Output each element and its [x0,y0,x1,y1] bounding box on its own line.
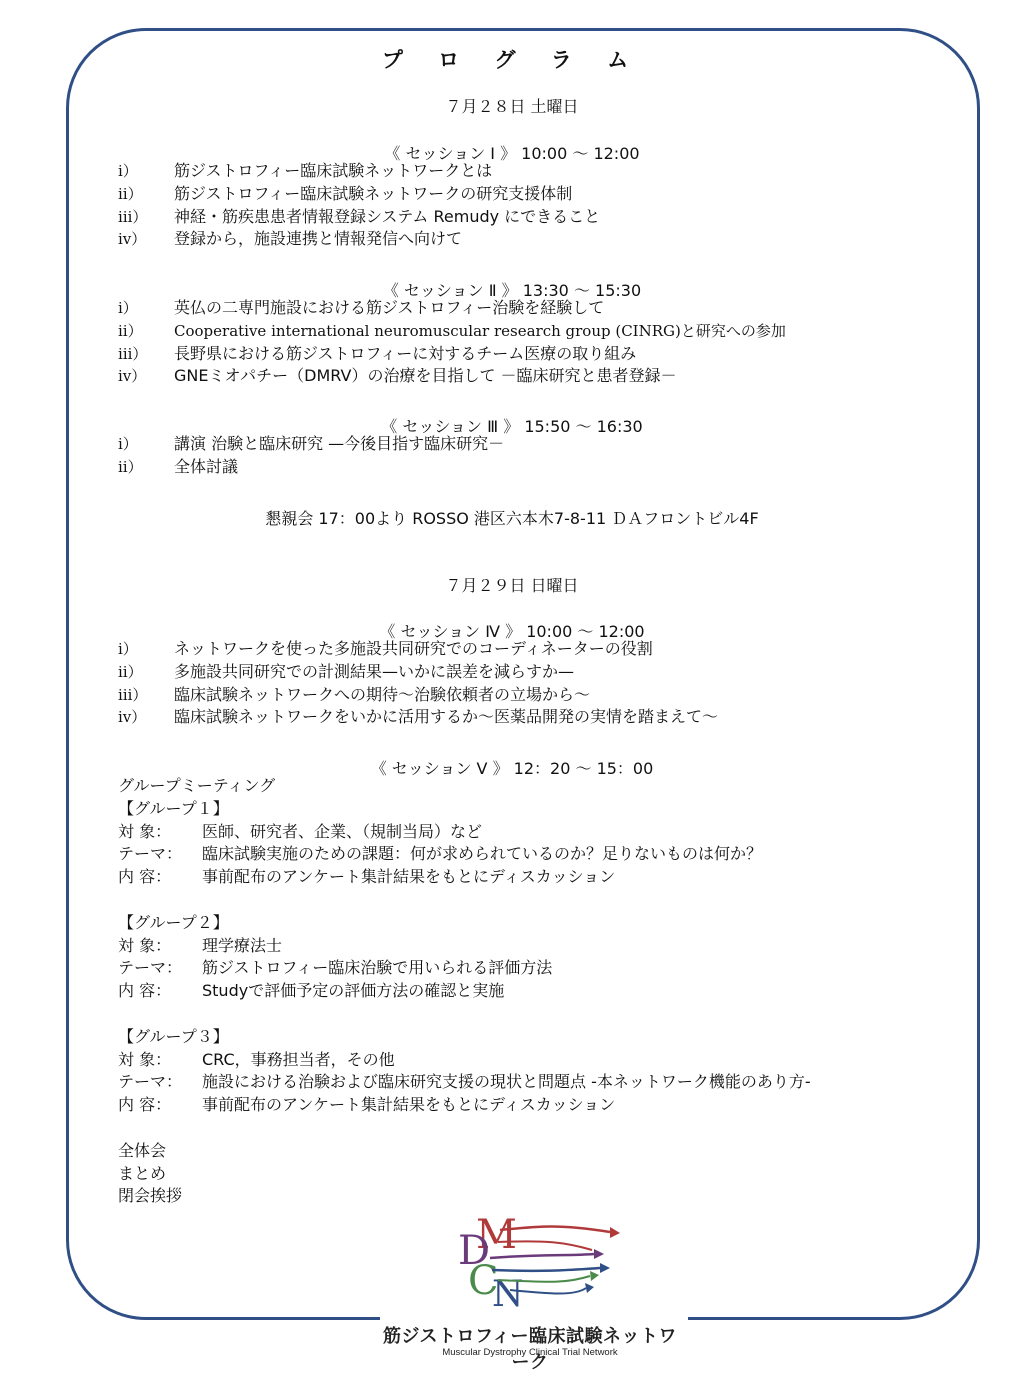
list-text: 筋ジストロフィー臨床試験ネットワークの研究支援体制 [174,183,573,203]
day1-date: ７月２８日 土曜日 [445,97,579,116]
svg-text:M: M [476,1212,517,1258]
list-marker: ⅰ） [118,640,138,658]
svg-text:C: C [468,1258,499,1304]
list-item [118,206,600,229]
row-value: Studyで評価予定の評価方法の確認と実施 [202,981,505,1001]
row-key: 内 容： [118,981,172,1001]
row-value: 医師、研究者、企業、（規制当局）など [202,821,483,841]
mdctn-emblem-icon [380,1206,680,1322]
spacer [118,1003,918,1026]
list-text: 講演 治験と臨床研究 —今後目指す臨床研究－ [174,434,505,453]
group-2-target [118,935,918,958]
row-value: 筋ジストロフィー臨床治験で用いられる評価方法 [202,958,553,978]
session-5-body [118,775,918,1208]
session-4-header: 《 セッション Ⅳ 》 10:00 〜 12:00 [379,622,645,641]
list-text: 臨床試験ネットワークをいかに活用するか〜医薬品開発の実情を踏まえて〜 [174,707,719,727]
group-1-content [118,866,918,889]
group-3-target [118,1049,918,1072]
session-1-list [118,160,600,251]
row-key: 対 象： [118,935,172,955]
spacer [118,1117,918,1140]
list-marker: ⅰ） [118,299,138,317]
list-text: 臨床試験ネットワークへの期待〜治験依頼者の立場から〜 [174,684,591,704]
list-marker: ⅰ） [118,162,138,180]
row-key: 対 象： [118,1049,172,1069]
group-3-name: 【グループ３】 [118,1026,229,1046]
list-item [118,661,718,684]
logo-name-en: Muscular Dystrophy Clinical Trial Network [442,1347,618,1358]
list-item [118,320,786,343]
group-3-theme [118,1071,918,1094]
list-item [118,684,718,707]
list-text: ネットワークを使った多施設共同研究でのコーディネーターの役割 [174,639,653,658]
list-text: 神経・筋疾患患者情報登録システム Remudy にできること [174,206,601,226]
row-key: 内 容： [118,867,172,887]
session-3-header: 《 セッション Ⅲ 》 15:50 〜 16:30 [381,417,643,436]
row-value: 理学療法士 [202,935,283,955]
row-value: 事前配布のアンケート集計結果をもとにディスカッション [202,867,616,887]
svg-text:D: D [458,1228,491,1274]
row-value: 事前配布のアンケート集計結果をもとにディスカッション [202,1095,616,1115]
list-marker: ⅳ） [118,230,147,249]
closing-remarks: 閉会挨拶 [118,1186,183,1206]
list-marker: ⅳ） [118,367,147,386]
list-marker: ⅱ） [118,321,143,340]
list-text: Cooperative international neuromuscular research group (CINRG)と研究への参加 [174,321,786,340]
row-key: 内 容： [118,1095,172,1115]
list-marker: ⅲ） [118,207,148,226]
group-meeting-title: グループミーティング [118,776,276,795]
list-marker: ⅲ） [118,685,148,704]
list-item [118,433,504,456]
list-text: 登録から，施設連携と情報発信へ向けて [174,229,463,249]
group-2-content [118,980,918,1003]
list-item [118,365,786,388]
session-2-list [118,297,786,388]
list-text: GNEミオパチー（DMRV）の治療を目指して －臨床研究と患者登録－ [174,366,677,386]
closing-summary: まとめ [118,1163,167,1183]
list-item [118,343,786,366]
list-item [118,638,718,661]
row-value: CRC，事務担当者，その他 [202,1049,395,1069]
list-text: 長野県における筋ジストロフィーに対するチーム医療の取り組み [174,343,637,363]
reception-notice: 懇親会 17：00より ROSSO 港区六本木7-8-11 ＤＡフロントビル4F [265,509,759,528]
list-text: 英仏の二専門施設における筋ジストロフィー治験を経験して [174,298,605,317]
group-3-content [118,1094,918,1117]
row-key: テーマ： [118,844,183,864]
group-1-name: 【グループ１】 [118,798,229,818]
row-key: 対 象： [118,821,172,841]
group-1-theme [118,843,918,866]
row-value: 臨床試験実施のための課題：何が求められているのか？足りないものは何か？ [202,844,763,864]
session-1-header: 《 セッション Ⅰ 》 10:00 〜 12:00 [384,144,640,163]
spacer [118,889,918,912]
session-4-list [118,638,718,729]
group-2-name: 【グループ２】 [118,912,229,932]
list-text: 全体討議 [174,456,239,476]
list-marker: ⅰ） [118,435,138,453]
session-3-list [118,433,504,479]
row-value: 施設における治験および臨床研究支援の現状と問題点 -本ネットワーク機能のあり方- [202,1072,811,1092]
group-1-target [118,821,918,844]
list-item [118,297,786,320]
day2-date: ７月２９日 日曜日 [445,576,579,595]
list-item [118,228,600,251]
group-2-theme [118,957,918,980]
svg-text:N: N [492,1274,524,1315]
list-marker: ⅱ） [118,662,143,681]
list-item [118,456,504,479]
list-marker: ⅱ） [118,457,143,476]
closing-plenary: 全体会 [118,1140,167,1160]
mdctn-logo [380,1206,680,1373]
session-5-header: 《 セッション Ⅴ 》 12：20 〜 15：00 [370,759,654,778]
list-marker: ⅱ） [118,184,143,203]
row-key: テーマ： [118,958,183,978]
list-marker: ⅳ） [118,708,147,727]
program-title: プ ロ グ ラ ム [381,48,643,72]
list-item [118,160,600,183]
logo-name-jp: 筋ジストロフィー臨床試験ネットワーク [382,1326,678,1373]
list-marker: ⅲ） [118,344,148,363]
list-text: 筋ジストロフィー臨床試験ネットワークとは [174,161,493,180]
row-key: テーマ： [118,1072,183,1092]
list-text: 多施設共同研究での計測結果—いかに誤差を減らすか— [174,661,575,681]
session-2-header: 《 セッション Ⅱ 》 13:30 〜 15:30 [382,281,642,300]
list-item [118,183,600,206]
list-item [118,706,718,729]
